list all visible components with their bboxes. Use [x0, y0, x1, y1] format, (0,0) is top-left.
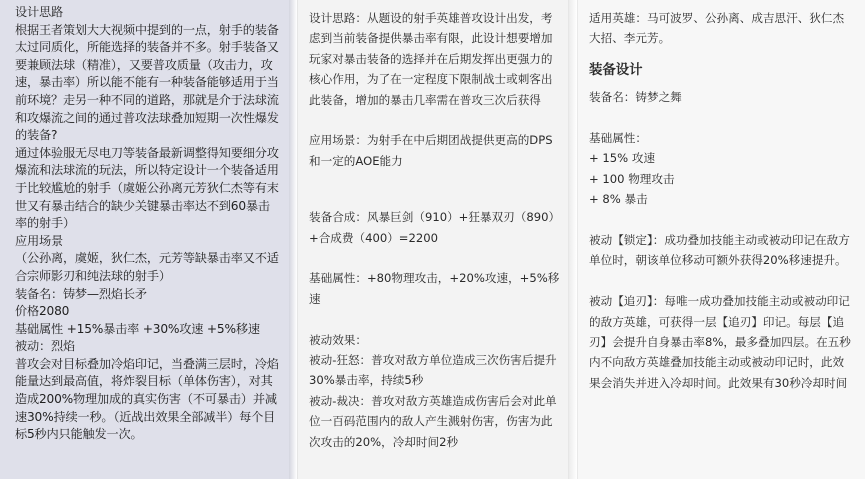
p2-passive-judgement: 被动-裁决：普攻对敌方英雄造成伤害后会对此单位一百码范围内的敌人产生溅射伤害，伤害为此次攻击的20%，冷却时间2秒	[309, 393, 557, 449]
p1-experience: 通过体验服无尽电刀等装备最新调整得知要细分攻爆流和法球流的玩法，所以特定设计一个装备适用于比较尴尬的射手（虞姬公孙离元芳狄仁杰等有末世又有暴击结合的缺少关键暴击率达不到60暴击率的射手）	[15, 145, 279, 231]
p1-scenario: （公孙离，虞姬，狄仁杰，元芳等缺暴击率又不适合宗师影刃和纯法球的射手）	[15, 251, 279, 283]
p1-title: 设计思路	[15, 5, 63, 19]
p1-intro: 根据王者策划大大视频中提到的一点，射手的装备太过同质化，所能选择的装备并不多。射手装备又要兼顾法球（精准），又要普攻质量（攻击力，攻速，暴击率）所以能不能有一种装备能够适用于当前环境？走另一种不同的道路，那就是介于法球流和攻爆流之间的通过普攻法球叠加短期一次性爆发的装备?	[15, 22, 279, 143]
p1-price: 价格2080	[15, 304, 70, 319]
design-notes-panel-3	[577, 0, 865, 479]
p3-attr-speed: + 15% 攻速	[589, 151, 656, 166]
p3-attr-attack: + 100 物理攻击	[589, 171, 675, 186]
p3-heroes: 适用英雄：马可波罗、公孙离、成吉思汗、狄仁杰大招、李元芳。	[589, 11, 845, 46]
p3-base-title: 基础属性：	[589, 131, 647, 146]
p2-design: 设计思路：从题设的射手英雄普攻设计出发，考虑到当前装备提供暴击率有限，此设计想要增加玩家对暴击装备的选择并在后期发挥出更强力的核心作用，为了在一定程度下限制战士或刺客出此装备，增加的暴击几率需在普攻三次后获得	[309, 11, 553, 107]
p2-passive-rage: 被动-狂怒：普攻对敌方单位造成三次伤害后提升30%暴击率，持续5秒	[309, 353, 557, 388]
p2-synthesis: 装备合成：风暴巨剑（910）+狂暴双刃（890）+合成费（400）=2200	[309, 210, 555, 245]
p1-base-attrs: 基础属性 +15%暴击率 +30%攻速 +5%移速	[15, 321, 260, 336]
p2-passive-title: 被动效果：	[309, 332, 367, 347]
p3-heading: 装备设计	[589, 62, 643, 78]
p3-attr-crit: + 8% 暴击	[589, 192, 648, 207]
p3-passive-lock: 被动【锁定】：成功叠加技能主动或被动印记在敌方单位时，朝该单位移动可额外获得20%移速提升。	[589, 233, 850, 268]
p2-base-attrs: 基础属性：+80物理攻击，+20%攻速，+5%移速	[309, 271, 560, 306]
p1-scenario-title: 应用场景	[15, 233, 63, 248]
p2-scenario: 应用场景：为射手在中后期团战提供更高的DPS和一定的AOE能力	[309, 133, 553, 168]
p1-passive-title: 被动：烈焰	[15, 339, 75, 354]
p3-passive-chase: 被动【追刃】：每唯一成功叠加技能主动或被动印记的敌方英雄，可获得一层【追刃】印记。每层【追刃】会提升自身暴击率8%，最多叠加四层。在五秒内不向敌方英雄叠加技能主动或被动印记时，此效果会消失并进入冷却时间。此效果有30秒冷却时间	[589, 294, 851, 390]
p1-passive-desc: 普攻会对目标叠加冷焰印记，当叠满三层时，冷焰能量达到最高值，将炸裂目标（单体伤害），对其造成200%物理加成的真实伤害（不可暴击）并减速30%持续一秒。（近战出效果全部减半）每个目标5秒内只能触发一次。	[15, 356, 279, 442]
panel-shadow	[289, 0, 297, 479]
p3-item-name: 装备名：铸梦之舞	[589, 90, 682, 105]
p1-item-name: 装备名：铸梦—烈焰长矛	[15, 286, 147, 301]
panel-shadow	[569, 0, 577, 479]
design-notes-panel-1	[0, 0, 289, 479]
design-notes-panel-2	[297, 0, 569, 479]
